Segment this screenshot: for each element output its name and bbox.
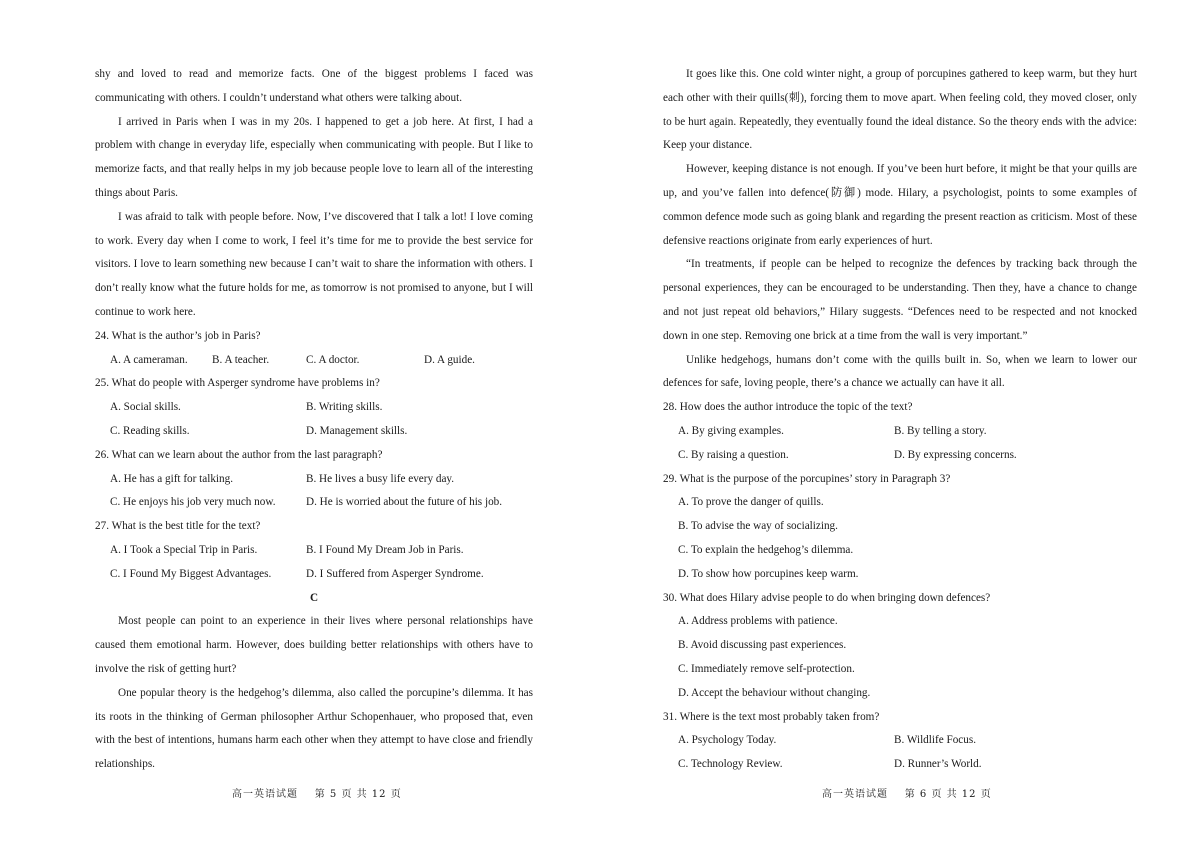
option-c: C. He enjoys his job very much now. — [110, 496, 276, 509]
option-c: C. Immediately remove self-protection. — [678, 662, 855, 675]
options-26-row1 — [95, 468, 533, 492]
question-28: 28. How does the author introduce the topic of the text? — [663, 401, 913, 414]
option-b: B. He lives a busy life every day. — [306, 472, 455, 485]
option-d-row — [663, 563, 1137, 587]
option-d: D. Runner’s World. — [894, 758, 982, 771]
page-footer-right — [822, 785, 992, 800]
option-b: B. Avoid discussing past experiences. — [678, 639, 847, 652]
footer-subject: 高一英语试题 — [232, 789, 298, 800]
question-25: 25. What do people with Asperger syndrome have problems in? — [95, 377, 380, 390]
option-b-row — [663, 515, 1137, 539]
paragraph: However, keeping distance is not enough. If you’ve been hurt before, it might be that your quills are up, and you’ve fallen into defence(防御) mode. Hilary, a psychologist, points to some examples of common defence mode such as going blank and regarding the present reaction as criticism. Most of these defensive reactions originate from early experiences of hurt. — [663, 163, 1137, 247]
question-31: 31. Where is the text most probably taken from? — [663, 710, 880, 723]
options-26-row2 — [95, 491, 533, 515]
option-d: D. By expressing concerns. — [894, 448, 1017, 461]
options-28-row2 — [663, 444, 1137, 468]
option-d: D. Management skills. — [306, 424, 408, 437]
option-d: D. A guide. — [424, 353, 475, 366]
option-c-row — [663, 539, 1137, 563]
option-d: D. He is worried about the future of his job. — [306, 496, 503, 509]
right-page — [663, 63, 1137, 777]
option-b: B. Wildlife Focus. — [894, 734, 977, 747]
option-c-row — [663, 658, 1137, 682]
options-27-row1 — [95, 539, 533, 563]
option-a: A. He has a gift for talking. — [110, 472, 234, 485]
option-d: D. Accept the behaviour without changing. — [678, 686, 871, 699]
option-c: C. Reading skills. — [110, 424, 190, 437]
option-d: D. To show how porcupines keep warm. — [678, 567, 859, 580]
option-a: A. I Took a Special Trip in Paris. — [110, 543, 258, 556]
page-footer-left — [232, 785, 402, 800]
options-25-row2 — [95, 420, 533, 444]
paragraph: I arrived in Paris when I was in my 20s. I happened to get a job here. At first, I had a problem with change in everyday life, especially when communicating with people. But I like to memorize facts, and that really helps in my job because people love to learn all of the interesting things about Paris. — [95, 115, 533, 199]
option-a-row — [663, 491, 1137, 515]
paragraph: It goes like this. One cold winter night, a group of porcupines gathered to keep warm, but they hurt each other with their quills(刺), forcing them to move apart. When feeling cold, they moved closer, only to be hurt again. Repeatedly, they eventually found the ideal distance. So the theory ends with the advice: Keep your distance. — [663, 68, 1137, 152]
question-24: 24. What is the author’s job in Paris? — [95, 329, 261, 342]
question-27: 27. What is the best title for the text? — [95, 520, 261, 533]
option-d: D. I Suffered from Asperger Syndrome. — [306, 567, 484, 580]
paragraph: “In treatments, if people can be helped to recognize the defences by tracking back through the personal experiences, they can be encouraged to be understanding. Then they, have a chance to change and not just repeat old behaviors,” Hilary suggests. “Defences need to be respected and not knocked down in one step. Removing one brick at a time from the wall is very important.” — [663, 258, 1137, 342]
option-a: A. By giving examples. — [678, 424, 784, 437]
option-b: B. A teacher. — [212, 353, 270, 366]
paragraph: Unlike hedgehogs, humans don’t come with the quills built in. So, when we learn to lower our defences for safe, loving people, there’s a chance we actually can have it all. — [663, 353, 1137, 390]
options-31-row1 — [663, 729, 1137, 753]
footer-page-number: 第 5 页 共 12 页 — [314, 789, 402, 800]
option-b: B. By telling a story. — [894, 424, 987, 437]
footer-subject: 高一英语试题 — [822, 789, 888, 800]
options-25-row1 — [95, 396, 533, 420]
paragraph: One popular theory is the hedgehog’s dilemma, also called the porcupine’s dilemma. It has its roots in the thinking of German philosopher Arthur Schopenhauer, who proposed that, even with the best of intentions, humans harm each other when they attempt to have close and friendly relationships. — [95, 686, 533, 771]
left-page — [95, 63, 533, 777]
option-b: B. Writing skills. — [306, 401, 383, 414]
question-26: 26. What can we learn about the author from the last paragraph? — [95, 448, 383, 461]
option-a: A. Psychology Today. — [678, 734, 777, 747]
option-b: B. To advise the way of socializing. — [678, 520, 838, 533]
option-c: C. By raising a question. — [678, 448, 789, 461]
option-a: A. Social skills. — [110, 401, 181, 414]
option-a: A. Address problems with patience. — [678, 615, 838, 628]
option-a: A. To prove the danger of quills. — [678, 496, 824, 509]
option-a-row — [663, 610, 1137, 634]
paragraph: Most people can point to an experience in their lives where personal relationships have caused them emotional harm. However, does building better relationships with others have to involve the risk of getting hurt? — [95, 615, 533, 675]
option-a: A. A cameraman. — [110, 353, 188, 366]
options-28-row1 — [663, 420, 1137, 444]
option-c: C. I Found My Biggest Advantages. — [110, 567, 272, 580]
footer-page-number: 第 6 页 共 12 页 — [904, 789, 992, 800]
paragraph: shy and loved to read and memorize facts. One of the biggest problems I faced was communicating with others. I couldn’t understand what others were talking about. — [95, 68, 533, 104]
question-30: 30. What does Hilary advise people to do when bringing down defences? — [663, 591, 991, 604]
options-27-row2 — [95, 563, 533, 587]
paragraph: I was afraid to talk with people before. Now, I’ve discovered that I talk a lot! I love coming to work. Every day when I come to work, I feel it’s time for me to provide the best service for visitors. I love to learn something new because I can’t wait to share the information with others. I don’t really know what the future holds for me, as tomorrow is not promised to anyone, but I will continue to work here. — [95, 210, 533, 318]
option-c: C. Technology Review. — [678, 758, 783, 771]
option-d-row — [663, 682, 1137, 706]
option-c: C. To explain the hedgehog’s dilemma. — [678, 543, 854, 556]
option-b: B. I Found My Dream Job in Paris. — [306, 543, 464, 556]
options-24 — [95, 349, 533, 373]
section-heading: C — [309, 591, 319, 604]
question-29: 29. What is the purpose of the porcupines’ story in Paragraph 3? — [663, 472, 951, 485]
option-b-row — [663, 634, 1137, 658]
option-c: C. A doctor. — [306, 353, 360, 366]
options-31-row2 — [663, 753, 1137, 777]
